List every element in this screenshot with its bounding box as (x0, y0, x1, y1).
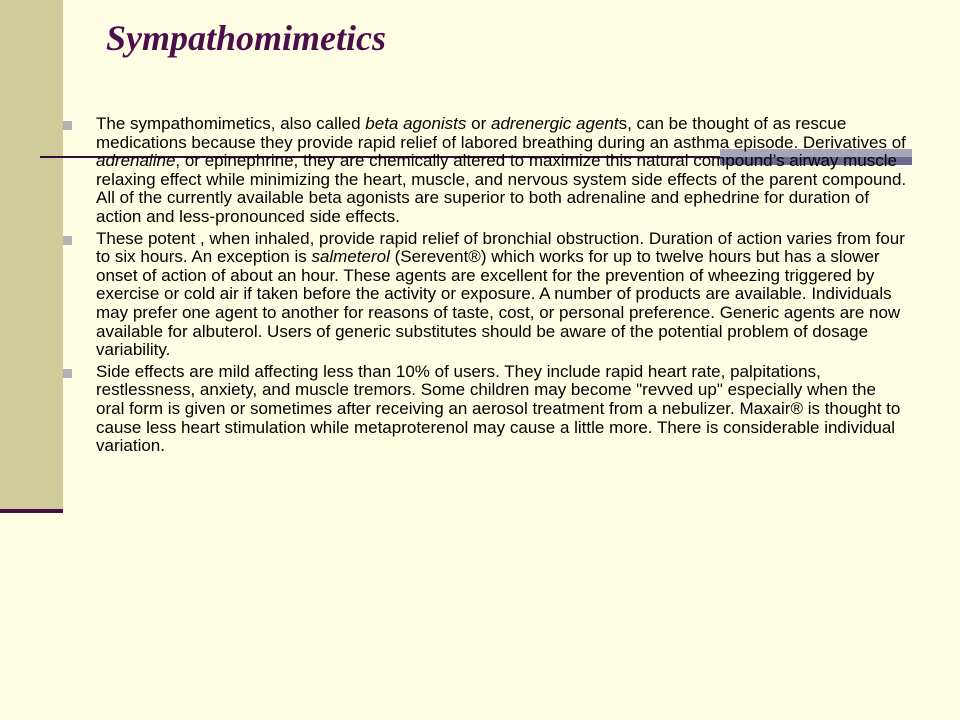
bullet-text-italic: adrenergic agent (490, 114, 619, 133)
slide-title: Sympathomimetics (106, 18, 387, 58)
square-bullet-icon (63, 121, 72, 130)
bullet-text: s, can be thought of as rescue medications because they provide rapid relief of labored breathing during an asthma episode. Derivatives of (96, 114, 906, 152)
side-band-underline (0, 509, 63, 513)
bullet-text: Side effects are mild affecting less than 10% of users. They include rapid heart rate, palpitations, restlessness, anxiety, and muscle tremors. Some children may become "revved up" especially when the oral form is given or sometimes after receiving an aerosol treatment from a nebulizer. Maxair® is thought to cause less heart stimulation while metaproterenol may cause a little more. There is considerable individual variation. (96, 361, 901, 456)
bullet-text: , or epinephrine, they are chemically altered to maximize this natural compound’s airway muscle relaxing effect while minimizing the heart, muscle, and nervous system side effects of the parent compound. All of the currently available beta agonists are superior to both adrenaline and ephedrine for duration of action and less-pronounced side effects. (96, 151, 907, 226)
bullet-text: (Serevent®) which works for up to twelve hours but has a slower onset of action of about an hour. These agents are excellent for the prevention of wheezing triggered by exercise or cold air if taken before the activity or exposure. A number of products are available. Individuals may prefer one agent to another for reasons of taste, cost, or personal preference. Generic agents are now available for albuterol. Users of generic substitutes should be aware of the potential problem of dosage variability. (96, 247, 901, 360)
bullet-text: These potent , when inhaled, provide rapid relief of bronchial obstruction. Duration of action varies from four to six hours. An exception is (96, 228, 905, 267)
bullet-text: or (466, 114, 491, 133)
bullet-text-italic: adrenaline (96, 151, 176, 171)
bullet-text-italic: salmeterol (311, 247, 390, 267)
bullet-item (58, 115, 908, 227)
square-bullet-icon (63, 369, 72, 378)
square-bullet-icon (63, 236, 72, 245)
bullet-item (58, 230, 908, 360)
bullet-item (58, 363, 908, 456)
bullet-text-italic: beta agonists (365, 114, 467, 133)
bullet-list (58, 115, 908, 459)
side-band (0, 0, 63, 511)
bullet-text: The sympathomimetics, also called (96, 114, 366, 133)
